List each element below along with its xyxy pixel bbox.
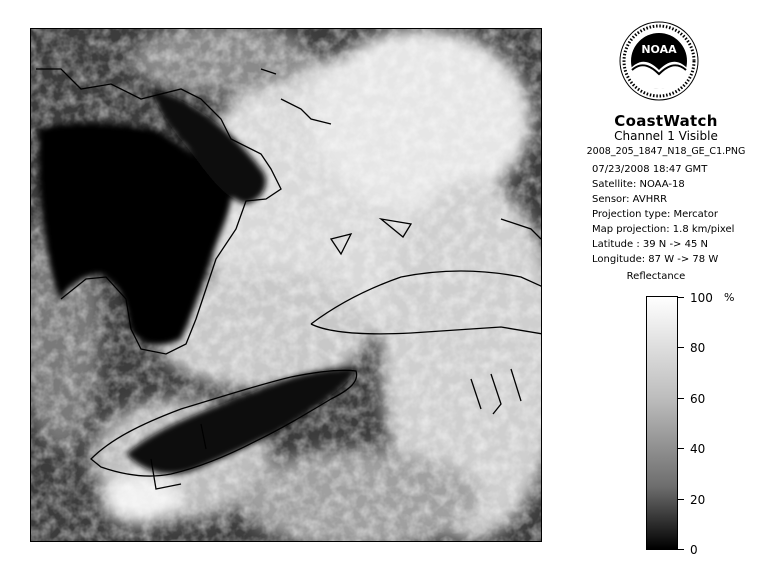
file-name: 2008_205_1847_N18_GE_C1.PNG xyxy=(586,146,746,157)
channel-subtitle: Channel 1 Visible xyxy=(614,129,718,143)
page-title: CoastWatch xyxy=(614,112,718,130)
colorbar-unit: % xyxy=(724,291,735,304)
colorbar-label: Reflectance xyxy=(626,271,686,282)
satellite: Satellite: NOAA-18 xyxy=(592,179,685,190)
map-projection: Map projection: 1.8 km/pixel xyxy=(592,224,735,235)
colorbar-tick-label: 40 xyxy=(690,442,706,456)
colorbar-tick xyxy=(678,549,684,550)
colorbar-tick-label: 0 xyxy=(690,543,698,557)
colorbar-tick-label: 100 xyxy=(690,291,713,305)
sensor: Sensor: AVHRR xyxy=(592,194,668,205)
colorbar-tick-label: 20 xyxy=(690,493,706,507)
colorbar xyxy=(646,296,678,550)
colorbar-tick xyxy=(678,398,684,399)
colorbar-tick xyxy=(678,347,684,348)
latitude-range: Latitude : 39 N -> 45 N xyxy=(592,239,708,250)
colorbar-tick xyxy=(678,499,684,500)
colorbar-tick-label: 60 xyxy=(690,392,706,406)
satellite-image xyxy=(30,28,542,542)
colorbar-tick xyxy=(678,297,684,298)
date-time: 07/23/2008 18:47 GMT xyxy=(592,164,708,175)
colorbar-tick xyxy=(678,448,684,449)
longitude-range: Longitude: 87 W -> 78 W xyxy=(592,254,719,265)
projection-type: Projection type: Mercator xyxy=(592,209,718,220)
colorbar-tick-label: 80 xyxy=(690,341,706,355)
noaa-logo-text: NOAA xyxy=(641,43,677,56)
noaa-logo xyxy=(618,20,700,102)
